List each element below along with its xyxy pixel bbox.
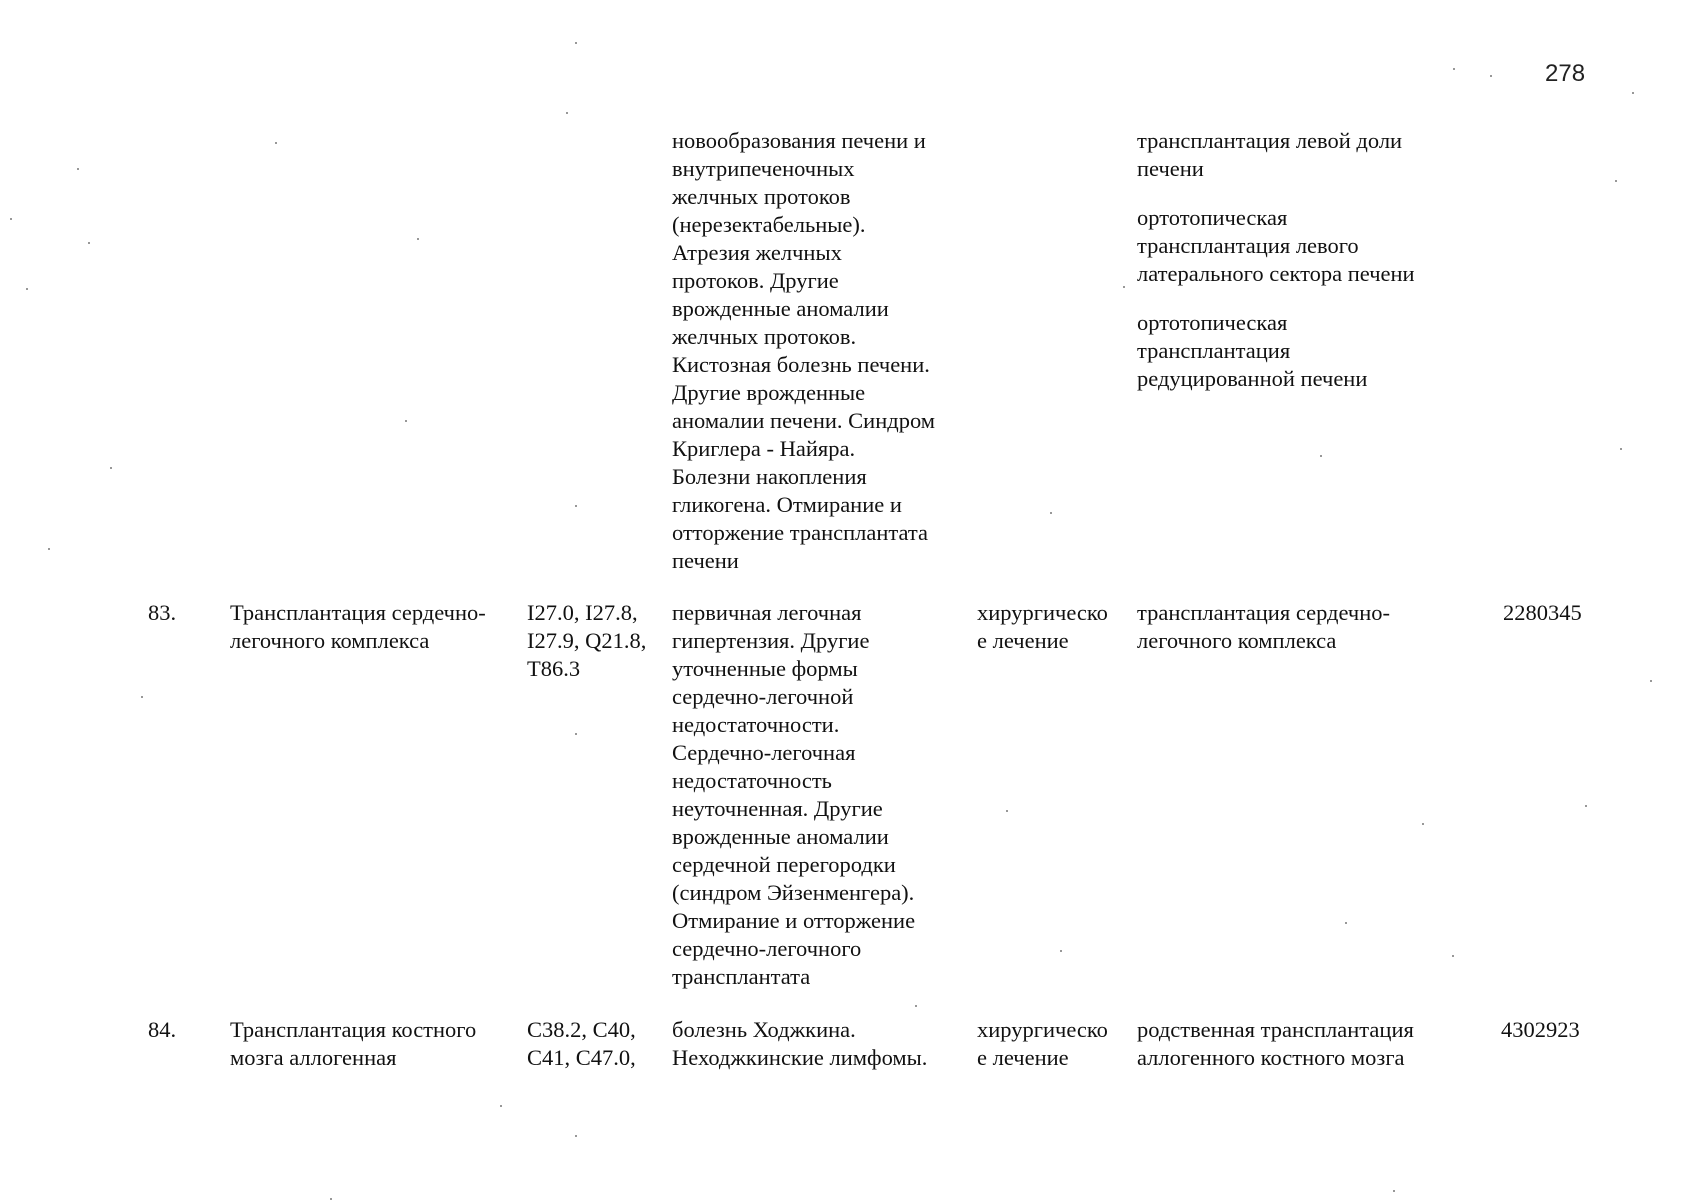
method-line: ортотопическая — [1137, 205, 1288, 230]
scan-speck — [1422, 823, 1424, 825]
treatment-line: е лечение — [977, 628, 1069, 653]
scan-speck — [1123, 286, 1125, 288]
name-line: Трансплантация костного — [230, 1017, 477, 1042]
diagnosis-line: трансплантата — [672, 964, 811, 989]
diagnosis-line: сердечно-легочной — [672, 684, 854, 709]
scan-speck — [26, 288, 28, 290]
diagnosis-line: Криглера - Найяра. — [672, 436, 856, 461]
diagnosis-line: (синдром Эйзенменгера). — [672, 880, 915, 905]
scan-speck — [575, 42, 577, 44]
diagnosis-line: Другие врожденные — [672, 380, 866, 405]
scan-speck — [575, 1135, 577, 1137]
diagnosis-line: неуточненная. Другие — [672, 796, 883, 821]
diagnosis-line: сердечной перегородки — [672, 852, 896, 877]
row-84-number: 84. — [148, 1017, 177, 1042]
row-83-number: 83. — [148, 600, 177, 625]
diagnosis-line: (нерезектабельные). — [672, 212, 866, 237]
code-line: I27.0, I27.8, — [527, 600, 638, 625]
scan-speck — [110, 467, 112, 469]
method-line: трансплантация левой доли — [1137, 128, 1403, 153]
scan-speck — [575, 505, 577, 507]
scan-speck — [417, 238, 419, 240]
method-line: родственная трансплантация — [1137, 1017, 1414, 1042]
method-line: латерального сектора печени — [1137, 261, 1415, 286]
diagnosis-line: Болезни накопления — [672, 464, 867, 489]
row-0-diagnosis — [672, 127, 935, 575]
row-83-cost: 2280345 — [1503, 600, 1582, 625]
diagnosis-line: Атрезия желчных — [672, 240, 842, 265]
method-line: ортотопическая — [1137, 310, 1288, 335]
diagnosis-line: Сердечно-легочная — [672, 740, 856, 765]
scan-speck — [566, 112, 568, 114]
name-line: легочного комплекса — [230, 628, 430, 653]
diagnosis-line: уточненные формы — [672, 656, 858, 681]
treatment-line: хирургическо — [977, 1017, 1108, 1042]
diagnosis-line: гликогена. Отмирание и — [672, 492, 902, 517]
row-84-name — [230, 1016, 476, 1072]
scan-speck — [1490, 75, 1492, 77]
row-83-methods — [1137, 599, 1390, 655]
method-line: трансплантация — [1137, 338, 1291, 363]
scan-speck — [1060, 950, 1062, 952]
code-line: C38.2, C40, — [527, 1017, 636, 1042]
code-line: C41, C47.0, — [527, 1045, 636, 1070]
diagnosis-line: недостаточности. — [672, 712, 840, 737]
scan-speck — [77, 168, 79, 170]
diagnosis-line: печени — [672, 548, 739, 573]
scan-speck — [1620, 448, 1622, 450]
scan-speck — [88, 242, 90, 244]
name-line: Трансплантация сердечно- — [230, 600, 486, 625]
treatment-line: хирургическо — [977, 600, 1108, 625]
row-84-codes — [527, 1016, 636, 1072]
diagnosis-line: врожденные аномалии — [672, 824, 889, 849]
scan-speck — [1050, 512, 1052, 514]
row-83-codes — [527, 599, 646, 683]
scan-speck — [1585, 805, 1587, 807]
scan-speck — [141, 696, 143, 698]
scan-speck — [1345, 922, 1347, 924]
treatment-line: е лечение — [977, 1045, 1069, 1070]
scan-speck — [1453, 68, 1455, 70]
scan-speck — [1006, 810, 1008, 812]
row-83-diagnosis — [672, 599, 915, 991]
diagnosis-line: протоков. Другие — [672, 268, 839, 293]
diagnosis-line: врожденные аномалии — [672, 296, 889, 321]
row-0-methods — [1137, 127, 1415, 393]
method-line: трансплантация сердечно- — [1137, 600, 1390, 625]
scan-speck — [1650, 680, 1652, 682]
code-line: T86.3 — [527, 656, 581, 681]
diagnosis-line: первичная легочная — [672, 600, 862, 625]
row-83-name — [230, 599, 486, 655]
row-83-treatment — [977, 599, 1108, 655]
row-84-treatment — [977, 1016, 1108, 1072]
scan-speck — [10, 218, 12, 220]
diagnosis-line: Неходжкинские лимфомы. — [672, 1045, 928, 1070]
diagnosis-line: аномалии печени. Синдром — [672, 408, 936, 433]
method-line: трансплантация левого — [1137, 233, 1359, 258]
scan-speck — [575, 733, 577, 735]
diagnosis-line: внутрипеченочных — [672, 156, 855, 181]
row-84-cost: 4302923 — [1501, 1017, 1580, 1042]
scan-speck — [275, 142, 277, 144]
scan-speck — [48, 548, 50, 550]
diagnosis-line: сердечно-легочного — [672, 936, 862, 961]
scan-speck — [500, 1105, 502, 1107]
method-line: легочного комплекса — [1137, 628, 1337, 653]
method-line: аллогенного костного мозга — [1137, 1045, 1405, 1070]
code-line: I27.9, Q21.8, — [527, 628, 647, 653]
scan-speck — [1393, 1190, 1395, 1192]
row-84-diagnosis — [672, 1016, 927, 1072]
diagnosis-line: новообразования печени и — [672, 128, 926, 153]
diagnosis-line: гипертензия. Другие — [672, 628, 870, 653]
scan-speck — [1615, 180, 1617, 182]
scan-speck — [1452, 955, 1454, 957]
name-line: мозга аллогенная — [230, 1045, 397, 1070]
diagnosis-line: болезнь Ходжкина. — [672, 1017, 856, 1042]
diagnosis-line: отторжение трансплантата — [672, 520, 929, 545]
method-line: печени — [1137, 156, 1204, 181]
diagnosis-line: Кистозная болезнь печени. — [672, 352, 930, 377]
diagnosis-line: желчных протоков. — [672, 324, 857, 349]
scan-speck — [915, 1005, 917, 1007]
diagnosis-line: Отмирание и отторжение — [672, 908, 916, 933]
method-line: редуцированной печени — [1137, 366, 1368, 391]
row-84-methods — [1137, 1016, 1414, 1072]
scan-speck — [1632, 92, 1634, 94]
diagnosis-line: желчных протоков — [672, 184, 851, 209]
scan-speck — [1320, 455, 1322, 457]
diagnosis-line: недостаточность — [672, 768, 832, 793]
scan-speck — [405, 420, 407, 422]
page-number: 278 — [1545, 60, 1586, 87]
